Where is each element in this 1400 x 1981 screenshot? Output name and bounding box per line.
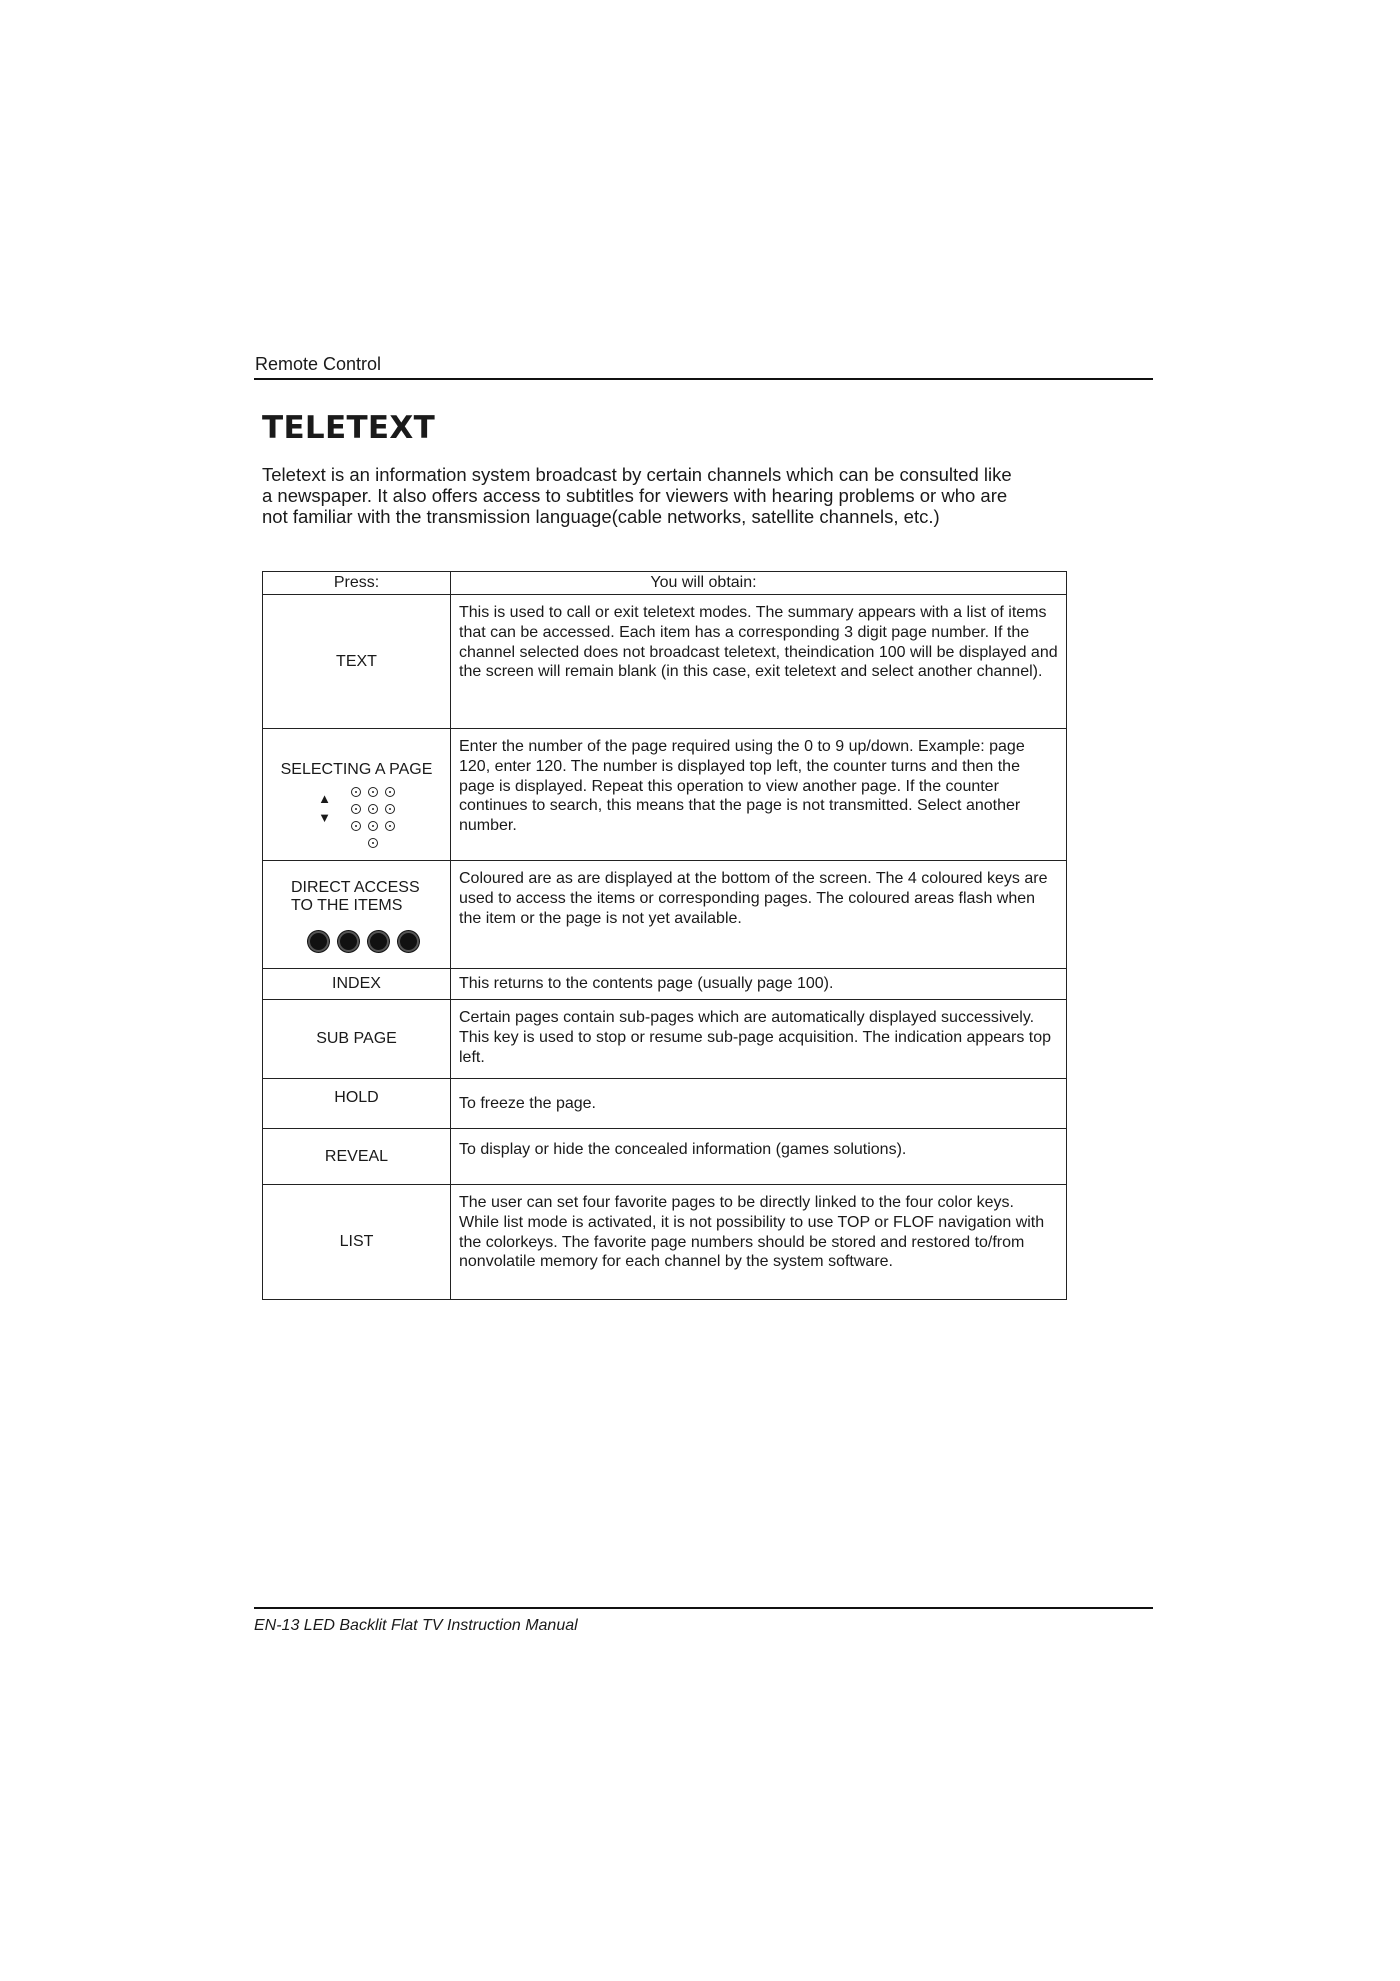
desc-cell (451, 969, 1067, 1000)
key-reveal (263, 1129, 451, 1185)
color-key-icon (308, 931, 329, 952)
page-title: TELETEXT (262, 410, 436, 446)
key-text (263, 595, 451, 729)
key-label: HOLD (334, 1089, 379, 1106)
up-down-arrows-icon (318, 787, 331, 827)
table-row (263, 595, 1067, 729)
header-obtain: You will obtain: (451, 572, 1067, 595)
teletext-table (262, 571, 1067, 1300)
key-label-line: TO THE ITEMS (291, 897, 403, 914)
desc-text: Enter the number of the page required using the 0 to 9 up/down. Example: page 120, enter 120. The number is displayed top left, the counter turns and then the page is displayed. Repeat this operation to view another page. If the counter continues to search, this means that the page is not transmitted. Select another number. (459, 738, 1025, 835)
digit-key-icon (385, 821, 395, 831)
desc-text: The user can set four favorite pages to be directly linked to the four color keys. While list mode is activated, it is not possibility to use TOP or FLOF navigation with the colorkeys. The favorite page numbers should be stored and restored to/from nonvolatile memory for each channel by the system software. (459, 1194, 1045, 1271)
desc-text: To display or hide the concealed information (games solutions). (459, 1140, 907, 1158)
numpad-icon (318, 787, 395, 848)
key-hold (263, 1079, 451, 1129)
table-row (263, 1185, 1067, 1300)
digit-key-icon (368, 838, 378, 848)
key-label: TEXT (336, 652, 377, 670)
key-index (263, 969, 451, 1000)
desc-text: This is used to call or exit teletext modes. The summary appears with a list of items that can be accessed. Each item has a corresponding 3 digit page number. If the channel selected does not broadcast teletext, theindication 100 will be displayed and the screen will remain blank (in this case, exit teletext and select another channel). (459, 604, 1058, 681)
table-row (263, 729, 1067, 861)
table-row (263, 1000, 1067, 1079)
intro-paragraph: Teletext is an information system broadcast by certain channels which can be consulted like a newspaper. It also offers access to subtitles for viewers with hearing problems or who are not familiar with the transmission language(cable networks, satellite channels, etc.) (262, 464, 1012, 527)
digit-key-icon (351, 804, 361, 814)
digit-keys-icon (351, 787, 395, 848)
key-label (263, 861, 450, 915)
key-label: SELECTING A PAGE (280, 761, 433, 778)
color-keys-icon (263, 931, 450, 952)
page-footer: EN-13 LED Backlit Flat TV Instruction Manual (254, 1617, 578, 1634)
color-key-icon (398, 931, 419, 952)
digit-key-icon (368, 804, 378, 814)
desc-text: To freeze the page. (459, 1094, 596, 1112)
section-header: Remote Control (255, 354, 382, 374)
table-row (263, 969, 1067, 1000)
desc-cell (451, 861, 1067, 969)
table-header-row (263, 572, 1067, 595)
digit-key-icon (385, 787, 395, 797)
desc-cell (451, 1129, 1067, 1185)
desc-text: Certain pages contain sub-pages which are automatically displayed successively. This key is used to stop or resume sub-page acquisition. The indication appears top left. (459, 1009, 1052, 1066)
key-label: REVEAL (324, 1147, 389, 1165)
table-row (263, 1079, 1067, 1129)
key-direct-access (263, 861, 451, 969)
desc-cell (451, 595, 1067, 729)
footer-rule (254, 1607, 1153, 1609)
arrow-up-icon: ▲ (318, 791, 331, 806)
key-label-line: DIRECT ACCESS (291, 879, 420, 896)
desc-cell (451, 1000, 1067, 1079)
color-key-icon (338, 931, 359, 952)
table-row (263, 1129, 1067, 1185)
color-key-icon (368, 931, 389, 952)
key-label: INDEX (332, 975, 381, 992)
digit-key-icon (368, 821, 378, 831)
digit-key-icon (385, 804, 395, 814)
desc-text: Coloured are as are displayed at the bottom of the screen. The 4 coloured keys are used to access the items or corresponding pages. The coloured areas flash when the item or the page is not yet available. (459, 870, 1048, 927)
table-row (263, 861, 1067, 969)
digit-key-icon (351, 787, 361, 797)
key-label: SUB PAGE (316, 1030, 397, 1047)
desc-cell (451, 1185, 1067, 1300)
digit-key-icon (351, 821, 361, 831)
desc-cell (451, 1079, 1067, 1129)
key-sub-page (263, 1000, 451, 1079)
digit-key-icon (368, 787, 378, 797)
arrow-down-icon: ▼ (318, 810, 331, 825)
header-press: Press: (263, 572, 451, 595)
key-list (263, 1185, 451, 1300)
key-label: LIST (339, 1233, 374, 1250)
desc-text: This returns to the contents page (usually page 100). (459, 975, 834, 993)
header-rule (254, 378, 1153, 380)
key-selecting-page (263, 729, 451, 861)
desc-cell (451, 729, 1067, 861)
